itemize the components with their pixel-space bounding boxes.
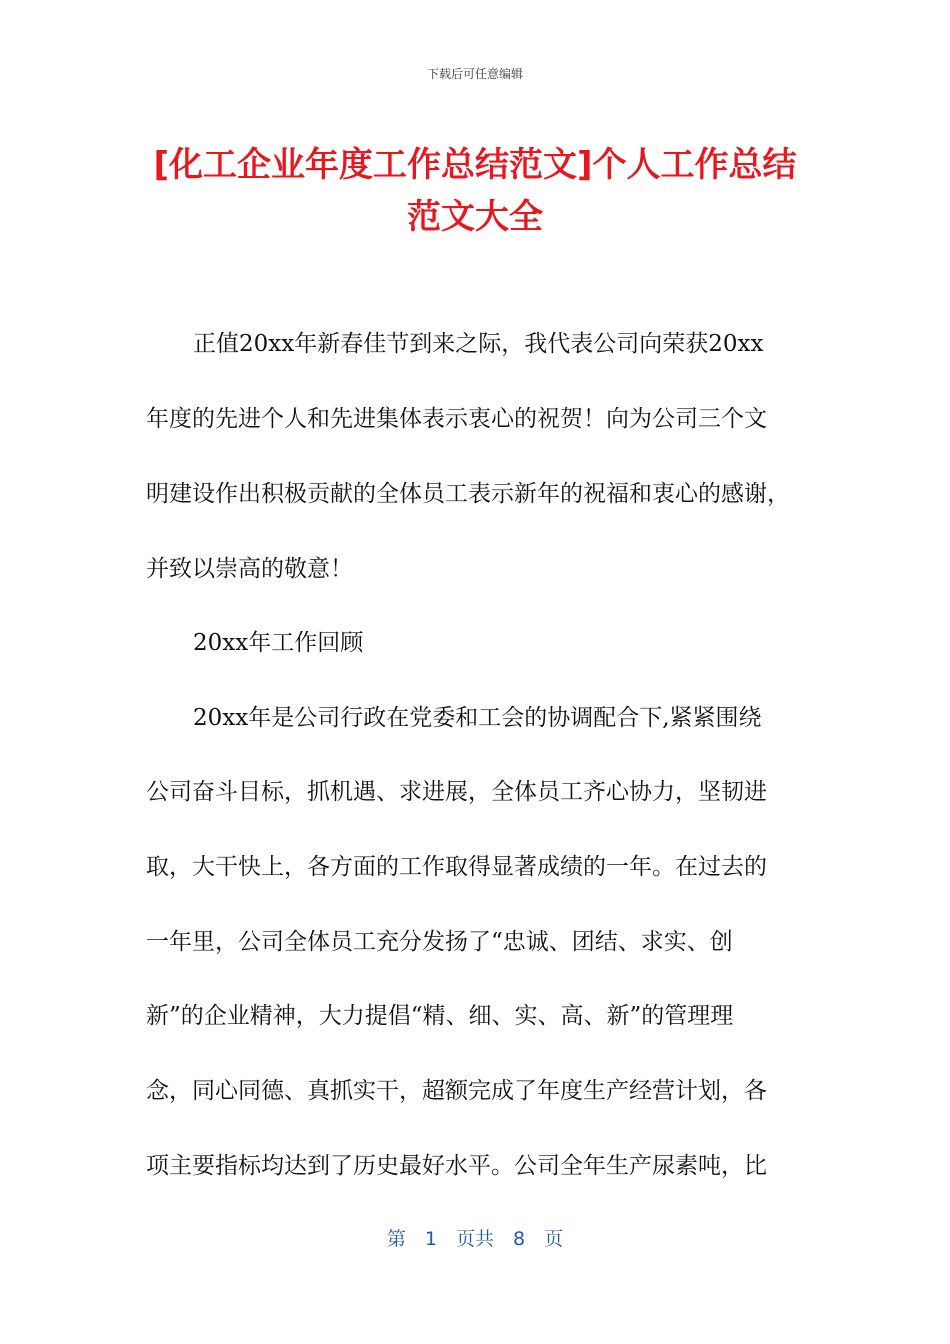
- page-number-footer: 第 1 页共 8 页: [386, 1228, 564, 1250]
- paragraph-line: 一年里，公司全体员工充分发扬了“忠诚、团结、求实、创: [146, 929, 733, 955]
- section-heading: 20xx年工作回顾: [193, 630, 364, 656]
- paragraph-line: 并致以崇高的敬意！: [146, 556, 353, 582]
- paragraph-line: 正值20xx年新春佳节到来之际，我代表公司向荣获20xx: [193, 331, 764, 357]
- paragraph-line: 新”的企业精神，大力提倡“精、细、实、高、新”的管理理: [146, 1003, 734, 1029]
- document-title-line-1: [化工企业年度工作总结范文]个人工作总结: [153, 145, 797, 185]
- paragraph-line: 念，同心同德、真抓实干，超额完成了年度生产经营计划，各: [146, 1078, 767, 1104]
- header-note: 下载后可任意编辑: [426, 67, 523, 81]
- paragraph-line: 公司奋斗目标，抓机遇、求进展，全体员工齐心协力，坚韧进: [146, 779, 767, 805]
- paragraph-line: 项主要指标均达到了历史最好水平。公司全年生产尿素吨，比: [146, 1153, 767, 1179]
- paragraph-line: 20xx年是公司行政在党委和工会的协调配合下,紧紧围绕: [193, 705, 762, 731]
- paragraph-line: 取，大干快上，各方面的工作取得显著成绩的一年。在过去的: [146, 854, 767, 880]
- document-title-line-2: 范文大全: [407, 197, 543, 237]
- paragraph-line: 年度的先进个人和先进集体表示衷心的祝贺！向为公司三个文: [146, 406, 767, 432]
- paragraph-line: 明建设作出积极贡献的全体员工表示新年的祝福和衷心的感谢，: [146, 481, 790, 507]
